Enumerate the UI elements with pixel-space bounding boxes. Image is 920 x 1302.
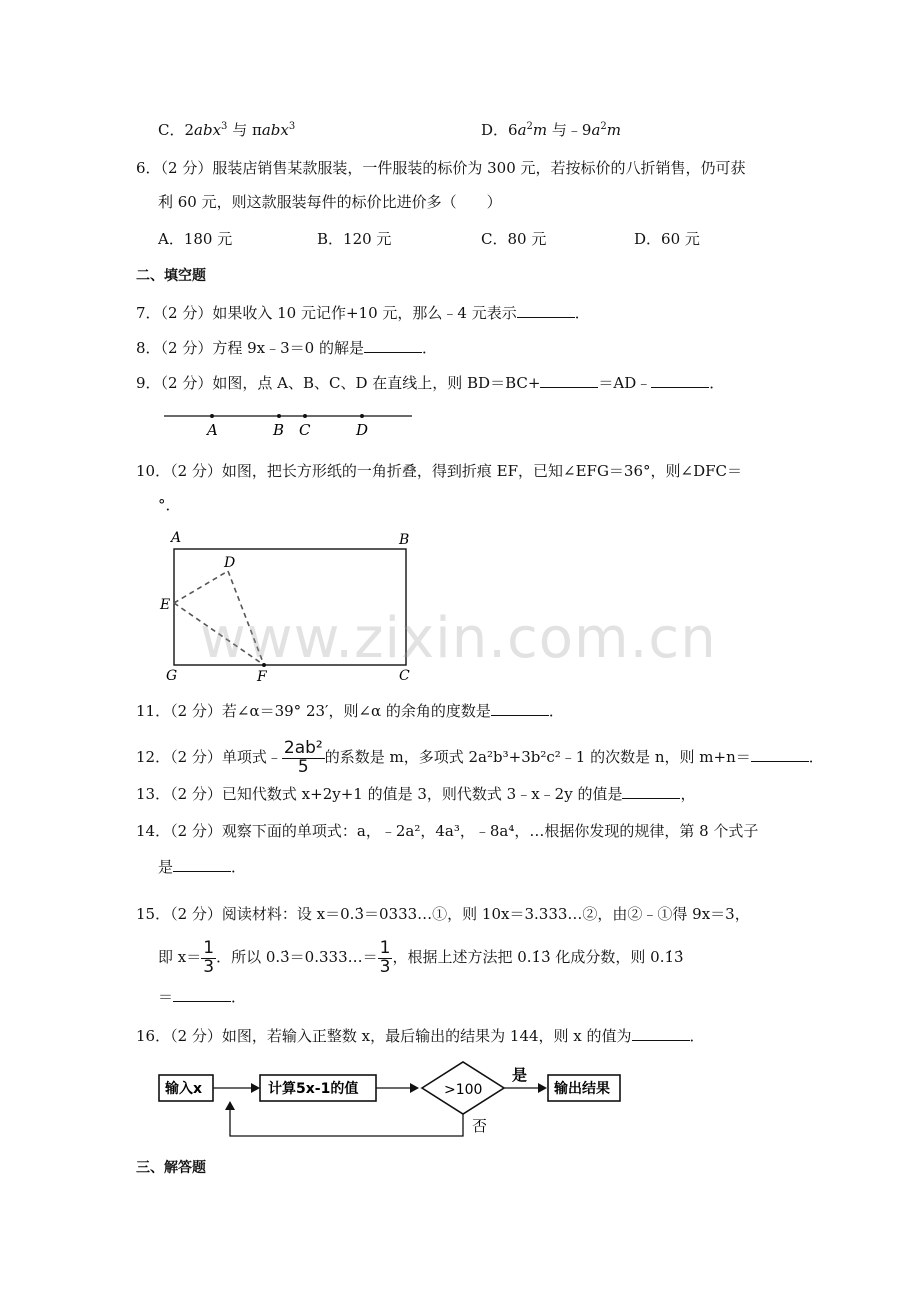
q12: 12．（2 分）单项式﹣ $\frac{\text{2ab²}}{5}$ 的系数是 m，多项式 2a²b³+3b²c²﹣1 的次数是 n，则 m+n＝ ． — [136, 737, 824, 777]
label-d: D — [356, 421, 369, 439]
q9-blank-2[interactable] — [651, 373, 709, 388]
label-b: B — [273, 421, 285, 439]
q5-option-d: D．$6a^2m$ 与$﹣9a^2m$ — [481, 121, 622, 139]
q15-line-2: 即 x＝ $\frac{1}{3}$ ．所以 0.3̇＝0.333…＝ $\frac{1}{3}$ ，根据上述方法把 0.1̇3̇ 化成分数，则 0.1̇3̇ — [158, 937, 684, 977]
fold-ed — [174, 571, 228, 603]
q13-blank[interactable] — [622, 784, 680, 799]
q14-blank[interactable] — [173, 857, 231, 872]
q6-option-b: B．120 元 — [317, 230, 392, 248]
q6-option-a: A．180 元 — [158, 230, 233, 248]
label-c: C — [399, 668, 410, 684]
point-c-dot — [303, 414, 307, 418]
no-label: 否 — [472, 1117, 488, 1135]
q14-line-1: 14．（2 分）观察下面的单项式：a，﹣2a²，4a³，﹣8a⁴，…根据你发现的规律，第 8 个式子 — [136, 822, 759, 840]
q9-number-line-diagram — [160, 404, 420, 440]
q6-option-d: D．60 元 — [634, 230, 700, 248]
label-b: B — [399, 532, 410, 548]
yes-label: 是 — [512, 1066, 528, 1084]
arrow-1-head — [251, 1083, 260, 1093]
loop-back-arrow-head — [225, 1101, 235, 1110]
q8-blank[interactable] — [364, 338, 422, 353]
watermark: www.zixin.com.cn — [200, 606, 717, 671]
q11-blank[interactable] — [491, 701, 549, 716]
arrow-2-head — [410, 1083, 419, 1093]
section-answer-title: 三、解答题 — [136, 1160, 206, 1176]
label-f: F — [257, 669, 267, 685]
q10-line-2: °． — [158, 496, 181, 514]
q6-line-1: 6．（2 分）服装店销售某款服装，一件服装的标价为 300 元，若按标价的八折销售，仍可获 — [136, 159, 746, 177]
q6-line-2: 利 60 元，则这款服装每件的标价比进价多（ ） — [158, 193, 502, 211]
condition-label: >100 — [444, 1082, 483, 1098]
label-d: D — [224, 555, 236, 571]
section-fill-in-title: 二、填空题 — [136, 268, 206, 284]
q7-blank[interactable] — [517, 303, 575, 318]
q15-fraction-1: $\frac{1}{3}$ — [203, 937, 215, 977]
q15-fraction-2: $\frac{1}{3}$ — [379, 937, 391, 977]
q15-line-1: 15．（2 分）阅读材料：设 x＝0.3̇＝0333…①，则 10x＝3.333…②，由②﹣①得 9x＝3， — [136, 905, 750, 923]
q7: 7．（2 分）如果收入 10 元记作+10 元，那么﹣4 元表示 ． — [136, 304, 590, 322]
q12-fraction: $\frac{\text{2ab²}}{5}$ — [283, 737, 323, 777]
loop-back-line — [230, 1108, 463, 1136]
point-a-dot — [210, 414, 214, 418]
label-a: A — [171, 530, 182, 546]
compute-box-label: 计算5x-1的值 — [268, 1081, 359, 1097]
q13: 13．（2 分）已知代数式 x+2y+1 的值是 3，则代数式 3﹣x﹣2y 的值是 ， — [136, 785, 696, 803]
q14-line-2: 是 ． — [158, 858, 247, 876]
q9-blank-1[interactable] — [540, 373, 598, 388]
q10-line-1: 10．（2 分）如图，把长方形纸的一角折叠，得到折痕 EF，已知∠EFG＝36°，则∠DFC＝ — [136, 462, 743, 480]
q8: 8．（2 分）方程 9x﹣3＝0 的解是 ． — [136, 339, 437, 357]
label-e: E — [160, 597, 171, 613]
label-a: A — [207, 421, 218, 439]
arrow-yes-head — [538, 1083, 547, 1093]
q9: 9．（2 分）如图，点 A、B、C、D 在直线上，则 BD＝BC+ ＝AD﹣ ． — [136, 374, 725, 392]
q16-flowchart — [150, 1058, 630, 1142]
point-d-dot — [360, 414, 364, 418]
q12-blank[interactable] — [751, 747, 809, 762]
q16-blank[interactable] — [632, 1026, 690, 1041]
q11: 11．（2 分）若∠α＝39° 23′，则∠α 的余角的度数是 ． — [136, 702, 564, 720]
point-b-dot — [277, 414, 281, 418]
q15-blank[interactable] — [173, 987, 231, 1002]
q5-option-c: C．2abx$^3$ 与 πabx$^3$ — [158, 121, 296, 139]
q16: 16．（2 分）如图，若输入正整数 x，最后输出的结果为 144，则 x 的值为 ． — [136, 1027, 705, 1045]
label-g: G — [166, 668, 178, 684]
q6-option-c: C．80 元 — [481, 230, 547, 248]
output-box-label: 输出结果 — [554, 1081, 610, 1097]
q15-line-3: ＝ ． — [158, 988, 247, 1006]
label-c: C — [299, 421, 311, 439]
input-box-label: 输入x — [165, 1081, 203, 1097]
